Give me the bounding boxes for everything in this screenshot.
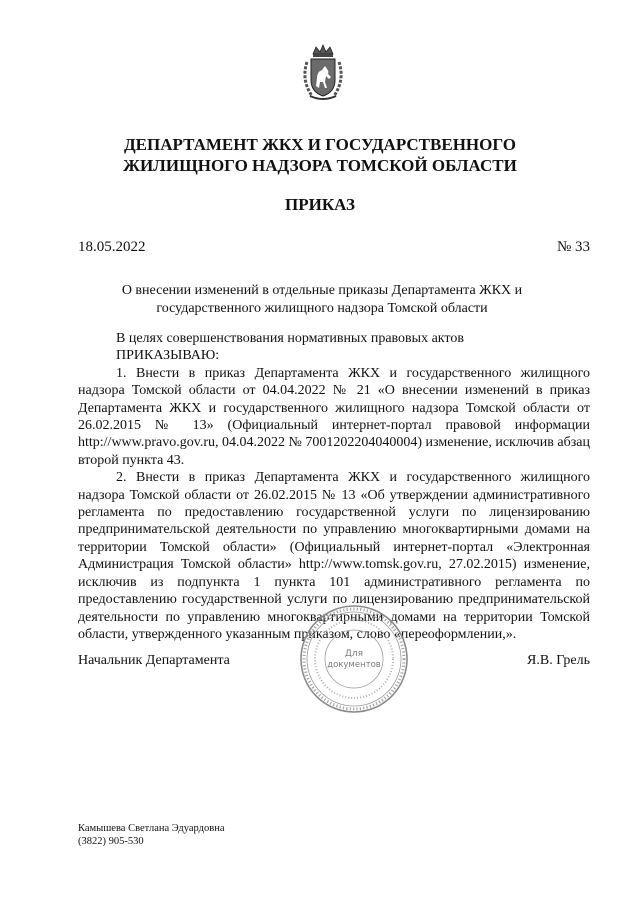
coat-of-arms-emblem xyxy=(298,44,348,102)
order-body xyxy=(78,330,590,643)
order-date: 18.05.2022 xyxy=(78,239,146,255)
order-command: ПРИКАЗЫВАЮ: xyxy=(116,348,220,364)
executor-name: Камышева Светлана Эдуардовна xyxy=(78,823,225,834)
signatory-name: Я.В. Грель xyxy=(527,653,590,668)
stamp-line-1: Для xyxy=(344,649,364,659)
order-item-2: 2. Внести в приказ Департамента ЖКХ и государственного жилищного надзора Томской области от 26.02.2015 № 13 «Об утверждении административного регламента по предоставлению государственной услуги по лицензированию предпринимательской деятельности по управлению многоквартирными домами на территории Томской области» (Официальный интернет-портал «Электронная Администрация Томской области» http://www.tomsk.gov.ru, 27.02.2015) изменение, исключив из подпункта 1 пункта 101 административного регламента по предоставлению государственной услуги по лицензированию предпринимательской деятельности по управлению многоквартирными домами на территории Томской области, утвержденного указанным приказом, слово «переоформлении,». xyxy=(78,470,590,642)
signatory-position: Начальник Департамента xyxy=(78,653,230,668)
order-number: № 33 xyxy=(556,239,590,255)
order-subject: О внесении изменений в отдельные приказы Департамента ЖКХ и государственного жилищного надзора Томской области xyxy=(121,283,523,316)
intro-paragraph: В целях совершенствования нормативных правовых актов xyxy=(116,331,464,346)
executor-block xyxy=(78,822,225,848)
order-item-1: 1. Внести в приказ Департамента ЖКХ и государственного жилищного надзора Томской области от 04.04.2022 № 21 «О внесении изменений в приказ Департамента ЖКХ и государственного жилищного надзора Томской области от 26.02.2015 № 13» (Официальный интернет-портал правовой информации http://www.pravo.gov.ru, 04.04.2022 № 7001202204040004) изменение, исключив абзац второй пункта 43. xyxy=(78,365,590,468)
official-stamp xyxy=(298,603,410,715)
department-title: ДЕПАРТАМЕНТ ЖКХ И ГОСУДАРСТВЕННОГО ЖИЛИЩНОГО НАДЗОРА ТОМСКОЙ ОБЛАСТИ xyxy=(123,135,517,175)
executor-phone: (3822) 905-530 xyxy=(78,836,144,847)
stamp-line-2: документов xyxy=(327,660,381,670)
document-type-title: ПРИКАЗ xyxy=(285,195,355,214)
